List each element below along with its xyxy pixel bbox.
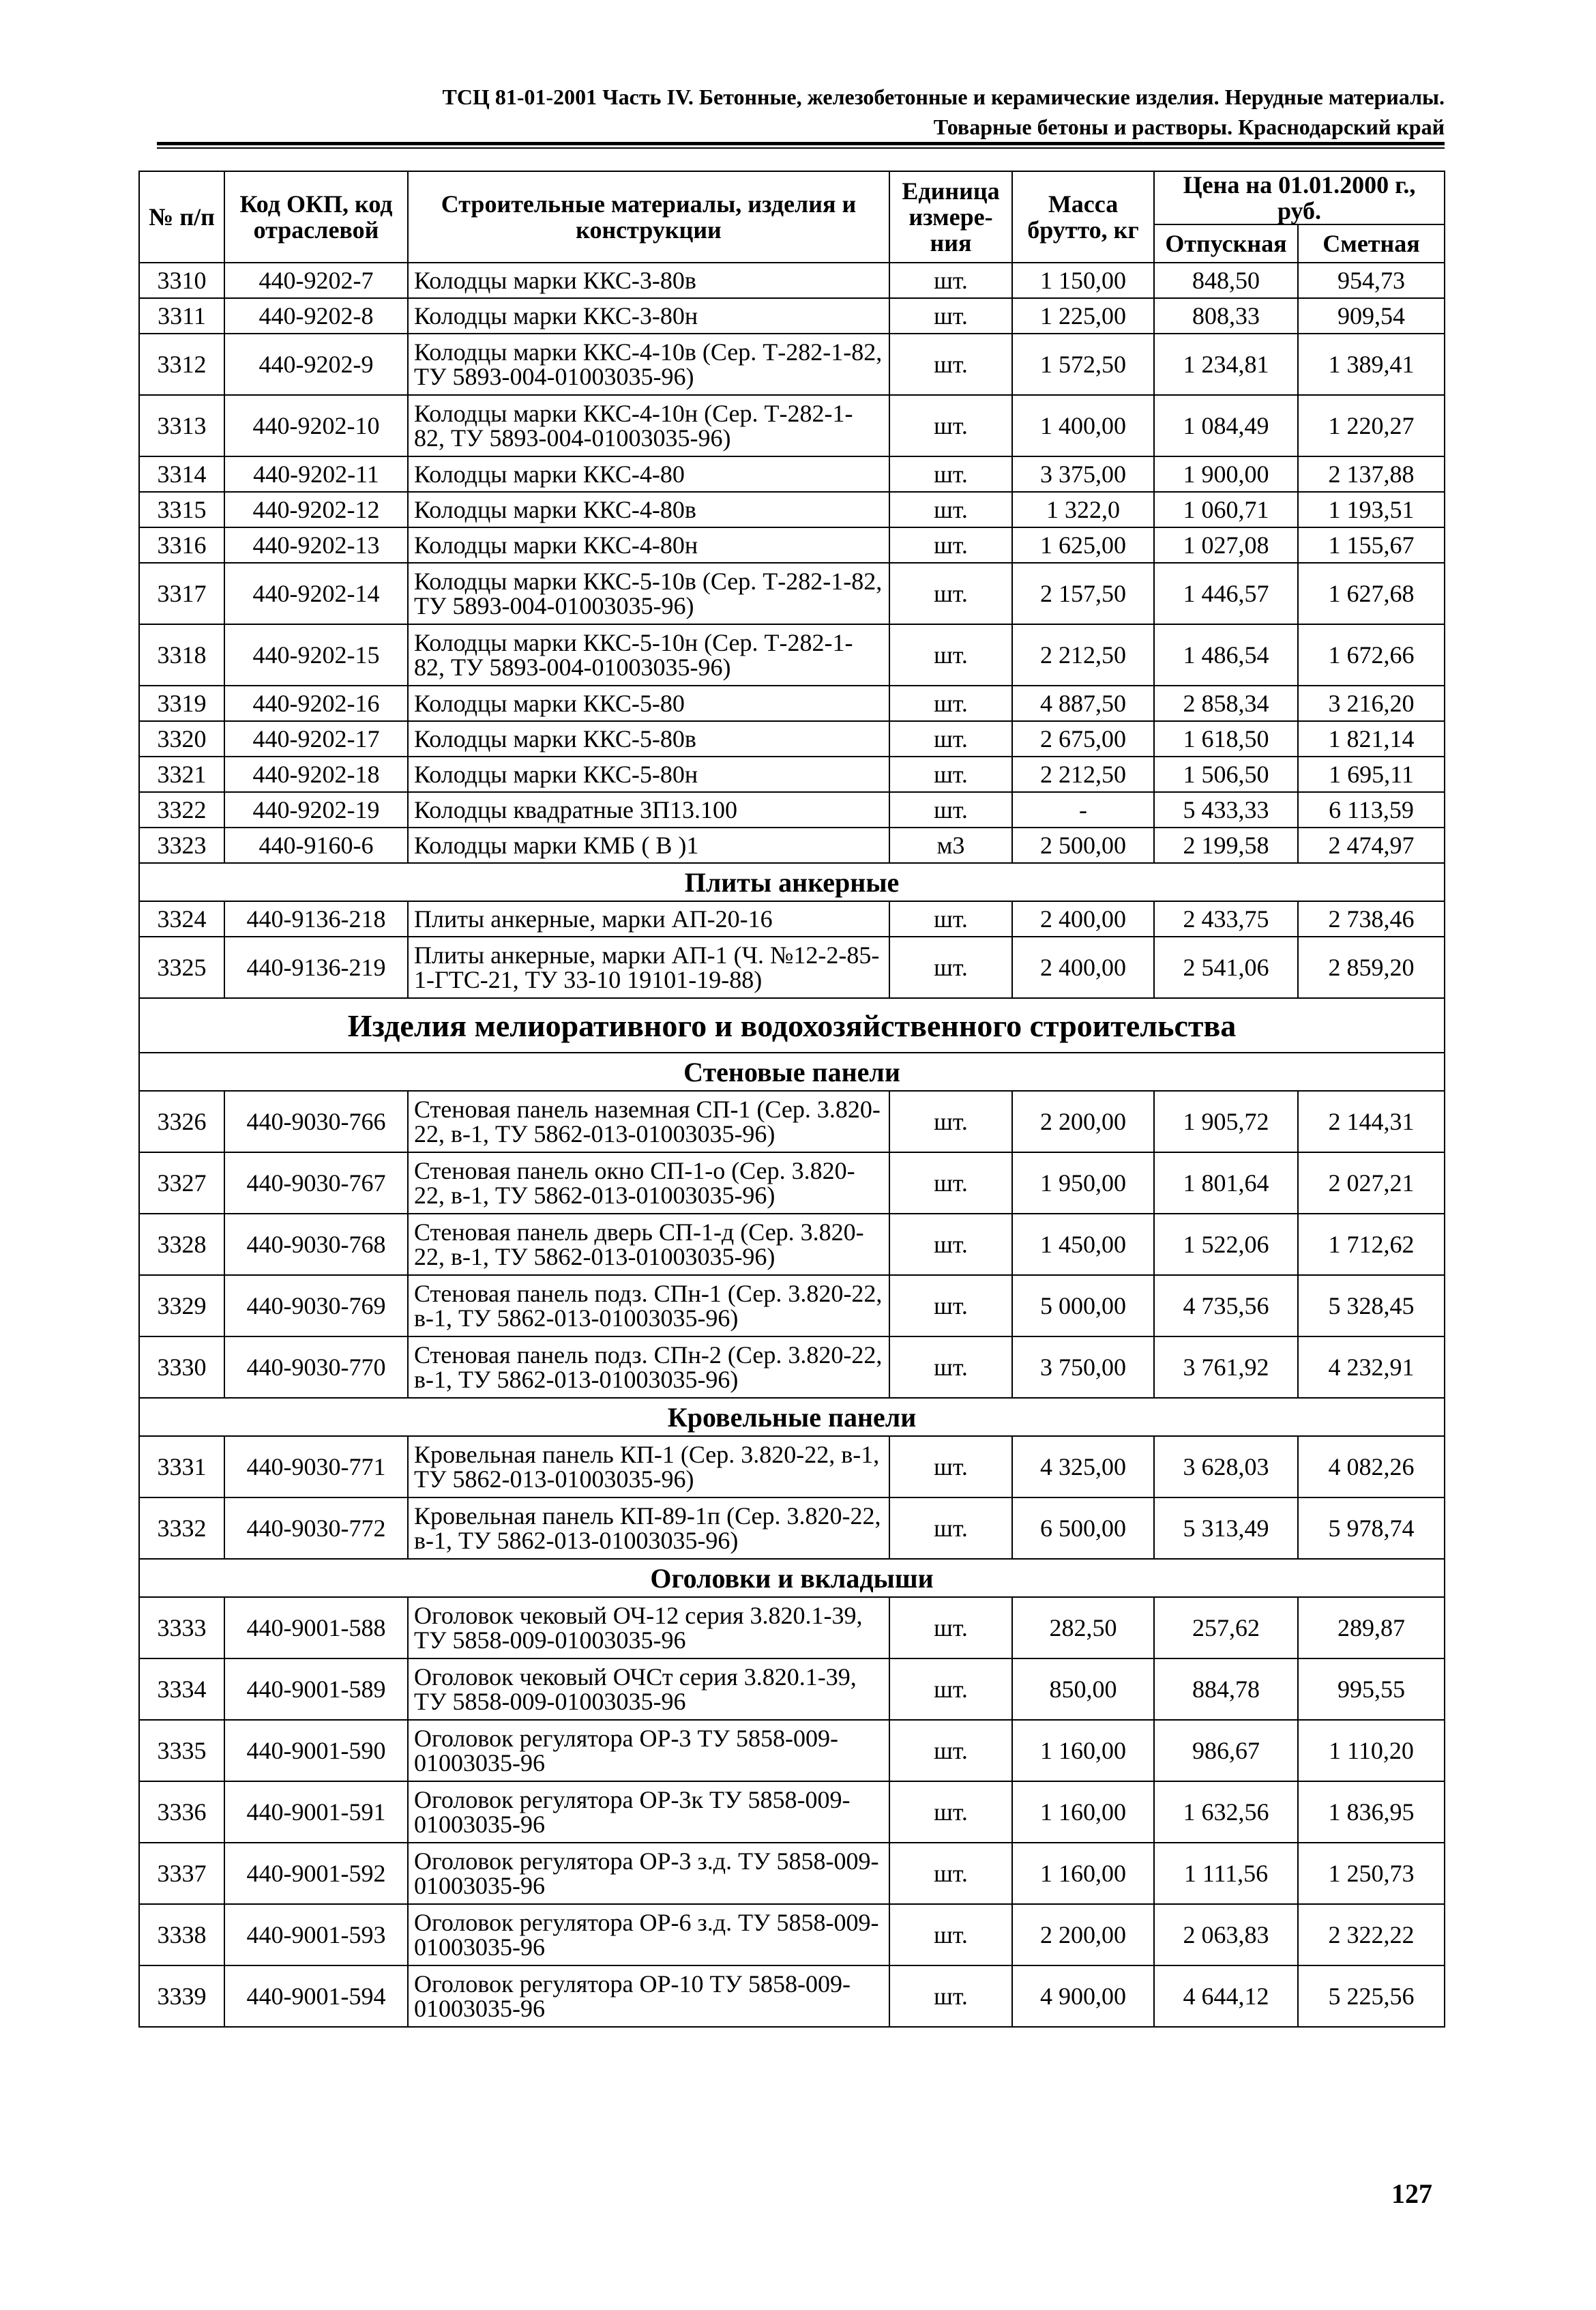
unit-of-measure: шт.: [889, 792, 1012, 828]
okp-code: 440-9001-591: [224, 1781, 408, 1843]
estimate-price: 6 113,59: [1298, 792, 1445, 828]
unit-of-measure: шт.: [889, 937, 1012, 998]
gross-mass: 2 212,50: [1012, 757, 1154, 792]
estimate-price: 1 821,14: [1298, 721, 1445, 757]
gross-mass: 2 675,00: [1012, 721, 1154, 757]
okp-code: 440-9202-15: [224, 624, 408, 686]
okp-code: 440-9001-590: [224, 1720, 408, 1781]
unit-of-measure: шт.: [889, 492, 1012, 527]
section-title: Кровельные панели: [139, 1398, 1445, 1436]
table-header: [139, 171, 1445, 263]
estimate-price: 4 232,91: [1298, 1336, 1445, 1398]
unit-of-measure: шт.: [889, 1214, 1012, 1275]
col-header-unit: Единица измере-ния: [889, 171, 1012, 263]
estimate-price: 2 144,31: [1298, 1091, 1445, 1152]
estimate-price: 1 110,20: [1298, 1720, 1445, 1781]
unit-of-measure: шт.: [889, 901, 1012, 937]
sale-price: 1 027,08: [1154, 527, 1298, 563]
okp-code: 440-9202-9: [224, 334, 408, 395]
sale-price: 1 084,49: [1154, 395, 1298, 456]
unit-of-measure: шт.: [889, 1336, 1012, 1398]
table-row: [139, 937, 1445, 998]
material-name: Кровельная панель КП-1 (Сер. 3.820-22, в-1, ТУ 5862-013-01003035-96): [408, 1436, 889, 1497]
gross-mass: 1 450,00: [1012, 1214, 1154, 1275]
section-header-row: [139, 998, 1445, 1053]
table-row: [139, 1597, 1445, 1658]
estimate-price: 1 155,67: [1298, 527, 1445, 563]
unit-of-measure: шт.: [889, 263, 1012, 298]
okp-code: 440-9030-768: [224, 1214, 408, 1275]
estimate-price: 954,73: [1298, 263, 1445, 298]
okp-code: 440-9202-18: [224, 757, 408, 792]
gross-mass: 4 900,00: [1012, 1965, 1154, 2027]
estimate-price: 5 225,56: [1298, 1965, 1445, 2027]
table-row: [139, 828, 1445, 863]
gross-mass: 850,00: [1012, 1658, 1154, 1720]
unit-of-measure: шт.: [889, 1497, 1012, 1559]
material-name: Колодцы марки ККС-5-80н: [408, 757, 889, 792]
col-header-price: Цена на 01.01.2000 г., руб.: [1154, 171, 1445, 224]
estimate-price: 2 738,46: [1298, 901, 1445, 937]
sale-price: 1 486,54: [1154, 624, 1298, 686]
material-name: Оголовок регулятора ОР-3 ТУ 5858-009-01003035-96: [408, 1720, 889, 1781]
estimate-price: 1 193,51: [1298, 492, 1445, 527]
material-name: Колодцы марки КМБ ( В )1: [408, 828, 889, 863]
table-row: [139, 624, 1445, 686]
table-row: [139, 1214, 1445, 1275]
gross-mass: 2 500,00: [1012, 828, 1154, 863]
okp-code: 440-9202-16: [224, 686, 408, 721]
okp-code: 440-9030-769: [224, 1275, 408, 1336]
sale-price: 5 433,33: [1154, 792, 1298, 828]
sale-price: 848,50: [1154, 263, 1298, 298]
sale-price: 808,33: [1154, 298, 1298, 334]
gross-mass: 2 400,00: [1012, 937, 1154, 998]
gross-mass: 282,50: [1012, 1597, 1154, 1658]
gross-mass: 1 625,00: [1012, 527, 1154, 563]
table-row: [139, 1275, 1445, 1336]
table-row: [139, 263, 1445, 298]
okp-code: 440-9001-593: [224, 1904, 408, 1965]
estimate-price: 1 695,11: [1298, 757, 1445, 792]
gross-mass: 2 400,00: [1012, 901, 1154, 937]
row-number: 3323: [139, 828, 224, 863]
sale-price: 1 632,56: [1154, 1781, 1298, 1843]
material-name: Колодцы марки ККС-3-80в: [408, 263, 889, 298]
material-name: Колодцы марки ККС-5-10в (Сер. Т-282-1-82, ТУ 5893-004-01003035-96): [408, 563, 889, 624]
material-name: Оголовок регулятора ОР-6 з.д. ТУ 5858-009-01003035-96: [408, 1904, 889, 1965]
estimate-price: 5 328,45: [1298, 1275, 1445, 1336]
sale-price: 2 063,83: [1154, 1904, 1298, 1965]
row-number: 3319: [139, 686, 224, 721]
estimate-price: 1 836,95: [1298, 1781, 1445, 1843]
row-number: 3332: [139, 1497, 224, 1559]
estimate-price: 5 978,74: [1298, 1497, 1445, 1559]
row-number: 3339: [139, 1965, 224, 2027]
estimate-price: 995,55: [1298, 1658, 1445, 1720]
section-header-row: [139, 1559, 1445, 1597]
price-table: [138, 171, 1445, 2028]
row-number: 3321: [139, 757, 224, 792]
okp-code: 440-9202-19: [224, 792, 408, 828]
unit-of-measure: шт.: [889, 1720, 1012, 1781]
gross-mass: 1 160,00: [1012, 1843, 1154, 1904]
estimate-price: 2 859,20: [1298, 937, 1445, 998]
sale-price: 884,78: [1154, 1658, 1298, 1720]
material-name: Колодцы марки ККС-4-10н (Сер. Т-282-1-82, ТУ 5893-004-01003035-96): [408, 395, 889, 456]
sale-price: 986,67: [1154, 1720, 1298, 1781]
sale-price: 2 199,58: [1154, 828, 1298, 863]
unit-of-measure: шт.: [889, 1658, 1012, 1720]
material-name: Колодцы марки ККС-5-10н (Сер. Т-282-1-82, ТУ 5893-004-01003035-96): [408, 624, 889, 686]
table-row: [139, 1720, 1445, 1781]
okp-code: 440-9030-767: [224, 1152, 408, 1214]
estimate-price: 1 712,62: [1298, 1214, 1445, 1275]
material-name: Колодцы квадратные 3П13.100: [408, 792, 889, 828]
gross-mass: 4 325,00: [1012, 1436, 1154, 1497]
unit-of-measure: м3: [889, 828, 1012, 863]
table-row: [139, 563, 1445, 624]
row-number: 3312: [139, 334, 224, 395]
row-number: 3333: [139, 1597, 224, 1658]
material-name: Плиты анкерные, марки АП-20-16: [408, 901, 889, 937]
table-row: [139, 721, 1445, 757]
gross-mass: 1 160,00: [1012, 1781, 1154, 1843]
sale-price: 2 858,34: [1154, 686, 1298, 721]
table-row: [139, 1497, 1445, 1559]
okp-code: 440-9136-219: [224, 937, 408, 998]
header-line-2: Товарные бетоны и растворы. Краснодарский край: [933, 115, 1445, 139]
unit-of-measure: шт.: [889, 1152, 1012, 1214]
estimate-price: 1 627,68: [1298, 563, 1445, 624]
material-name: Стеновая панель подз. СПн-2 (Сер. 3.820-22, в-1, ТУ 5862-013-01003035-96): [408, 1336, 889, 1398]
sale-price: 3 628,03: [1154, 1436, 1298, 1497]
okp-code: 440-9202-17: [224, 721, 408, 757]
row-number: 3337: [139, 1843, 224, 1904]
row-number: 3330: [139, 1336, 224, 1398]
okp-code: 440-9202-10: [224, 395, 408, 456]
material-name: Стеновая панель подз. СПн-1 (Сер. 3.820-22, в-1, ТУ 5862-013-01003035-96): [408, 1275, 889, 1336]
table-body: [139, 263, 1445, 2027]
gross-mass: 3 750,00: [1012, 1336, 1154, 1398]
sale-price: 2 541,06: [1154, 937, 1298, 998]
okp-code: 440-9001-588: [224, 1597, 408, 1658]
row-number: 3329: [139, 1275, 224, 1336]
material-name: Оголовок регулятора ОР-10 ТУ 5858-009-01003035-96: [408, 1965, 889, 2027]
gross-mass: 1 950,00: [1012, 1152, 1154, 1214]
unit-of-measure: шт.: [889, 395, 1012, 456]
row-number: 3315: [139, 492, 224, 527]
okp-code: 440-9136-218: [224, 901, 408, 937]
okp-code: 440-9202-8: [224, 298, 408, 334]
estimate-price: 2 322,22: [1298, 1904, 1445, 1965]
section-title: Оголовки и вкладыши: [139, 1559, 1445, 1597]
sale-price: 1 111,56: [1154, 1843, 1298, 1904]
section-header-row: [139, 863, 1445, 901]
material-name: Стеновая панель наземная СП-1 (Сер. 3.820-22, в-1, ТУ 5862-013-01003035-96): [408, 1091, 889, 1152]
material-name: Колодцы марки ККС-5-80в: [408, 721, 889, 757]
table-row: [139, 1658, 1445, 1720]
okp-code: 440-9202-7: [224, 263, 408, 298]
sale-price: 1 506,50: [1154, 757, 1298, 792]
material-name: Плиты анкерные, марки АП-1 (Ч. №12-2-85-1-ГТС-21, ТУ 33-10 19101-19-88): [408, 937, 889, 998]
okp-code: 440-9001-592: [224, 1843, 408, 1904]
material-name: Оголовок регулятора ОР-3к ТУ 5858-009-01003035-96: [408, 1781, 889, 1843]
row-number: 3326: [139, 1091, 224, 1152]
material-name: Стеновая панель дверь СП-1-д (Сер. 3.820-22, в-1, ТУ 5862-013-01003035-96): [408, 1214, 889, 1275]
table-row: [139, 527, 1445, 563]
table-row: [139, 1091, 1445, 1152]
material-name: Оголовок чековый ОЧ-12 серия 3.820.1-39, ТУ 5858-009-01003035-96: [408, 1597, 889, 1658]
section-title: Стеновые панели: [139, 1053, 1445, 1091]
table-row: [139, 492, 1445, 527]
row-number: 3311: [139, 298, 224, 334]
unit-of-measure: шт.: [889, 334, 1012, 395]
row-number: 3336: [139, 1781, 224, 1843]
table-row: [139, 792, 1445, 828]
gross-mass: 1 572,50: [1012, 334, 1154, 395]
row-number: 3328: [139, 1214, 224, 1275]
section-header-row: [139, 1053, 1445, 1091]
table-row: [139, 1904, 1445, 1965]
table-row: [139, 1843, 1445, 1904]
estimate-price: 289,87: [1298, 1597, 1445, 1658]
unit-of-measure: шт.: [889, 1597, 1012, 1658]
sale-price: 1 446,57: [1154, 563, 1298, 624]
okp-code: 440-9030-772: [224, 1497, 408, 1559]
row-number: 3320: [139, 721, 224, 757]
header-rule-thin: [157, 147, 1445, 149]
table-row: [139, 1336, 1445, 1398]
gross-mass: 5 000,00: [1012, 1275, 1154, 1336]
estimate-price: 2 137,88: [1298, 456, 1445, 492]
sale-price: 3 761,92: [1154, 1336, 1298, 1398]
gross-mass: 2 157,50: [1012, 563, 1154, 624]
gross-mass: 1 160,00: [1012, 1720, 1154, 1781]
header-rule: [157, 142, 1445, 145]
row-number: 3314: [139, 456, 224, 492]
row-number: 3335: [139, 1720, 224, 1781]
estimate-price: 909,54: [1298, 298, 1445, 334]
table-row: [139, 757, 1445, 792]
row-number: 3310: [139, 263, 224, 298]
okp-code: 440-9001-589: [224, 1658, 408, 1720]
okp-code: 440-9160-6: [224, 828, 408, 863]
header-line-1: ТСЦ 81-01-2001 Часть IV. Бетонные, железобетонные и керамические изделия. Нерудные материалы.: [442, 85, 1445, 109]
row-number: 3318: [139, 624, 224, 686]
table-row: [139, 1152, 1445, 1214]
sale-price: 2 433,75: [1154, 901, 1298, 937]
unit-of-measure: шт.: [889, 624, 1012, 686]
material-name: Колодцы марки ККС-5-80: [408, 686, 889, 721]
section-header-row: [139, 1398, 1445, 1436]
gross-mass: 2 200,00: [1012, 1904, 1154, 1965]
row-number: 3313: [139, 395, 224, 456]
gross-mass: 6 500,00: [1012, 1497, 1154, 1559]
unit-of-measure: шт.: [889, 298, 1012, 334]
okp-code: 440-9001-594: [224, 1965, 408, 2027]
gross-mass: 1 400,00: [1012, 395, 1154, 456]
estimate-price: 2 027,21: [1298, 1152, 1445, 1214]
col-header-name: Строительные материалы, изделия и конструкции: [408, 171, 889, 263]
section-title: Изделия мелиоративного и водохозяйственного строительства: [139, 998, 1445, 1053]
row-number: 3324: [139, 901, 224, 937]
table-row: [139, 334, 1445, 395]
table-row: [139, 1781, 1445, 1843]
sale-price: 1 900,00: [1154, 456, 1298, 492]
table-row: [139, 1436, 1445, 1497]
unit-of-measure: шт.: [889, 1275, 1012, 1336]
okp-code: 440-9202-14: [224, 563, 408, 624]
unit-of-measure: шт.: [889, 686, 1012, 721]
gross-mass: -: [1012, 792, 1154, 828]
gross-mass: 4 887,50: [1012, 686, 1154, 721]
okp-code: 440-9202-13: [224, 527, 408, 563]
estimate-price: 1 672,66: [1298, 624, 1445, 686]
col-header-num: № п/п: [139, 171, 224, 263]
material-name: Оголовок регулятора ОР-3 з.д. ТУ 5858-009-01003035-96: [408, 1843, 889, 1904]
unit-of-measure: шт.: [889, 456, 1012, 492]
unit-of-measure: шт.: [889, 527, 1012, 563]
row-number: 3316: [139, 527, 224, 563]
gross-mass: 3 375,00: [1012, 456, 1154, 492]
unit-of-measure: шт.: [889, 1781, 1012, 1843]
table-row: [139, 456, 1445, 492]
gross-mass: 1 150,00: [1012, 263, 1154, 298]
row-number: 3322: [139, 792, 224, 828]
material-name: Оголовок чековый ОЧСт серия 3.820.1-39, ТУ 5858-009-01003035-96: [408, 1658, 889, 1720]
section-title: Плиты анкерные: [139, 863, 1445, 901]
material-name: Колодцы марки ККС-4-10в (Сер. Т-282-1-82, ТУ 5893-004-01003035-96): [408, 334, 889, 395]
unit-of-measure: шт.: [889, 563, 1012, 624]
estimate-price: 3 216,20: [1298, 686, 1445, 721]
row-number: 3331: [139, 1436, 224, 1497]
estimate-price: 1 250,73: [1298, 1843, 1445, 1904]
okp-code: 440-9030-766: [224, 1091, 408, 1152]
sale-price: 1 522,06: [1154, 1214, 1298, 1275]
okp-code: 440-9202-12: [224, 492, 408, 527]
material-name: Колодцы марки ККС-4-80: [408, 456, 889, 492]
material-name: Кровельная панель КП-89-1п (Сер. 3.820-22, в-1, ТУ 5862-013-01003035-96): [408, 1497, 889, 1559]
estimate-price: 2 474,97: [1298, 828, 1445, 863]
gross-mass: 1 322,0: [1012, 492, 1154, 527]
sale-price: 4 735,56: [1154, 1275, 1298, 1336]
sale-price: 5 313,49: [1154, 1497, 1298, 1559]
page-header: [157, 82, 1445, 142]
material-name: Колодцы марки ККС-3-80н: [408, 298, 889, 334]
row-number: 3325: [139, 937, 224, 998]
gross-mass: 2 200,00: [1012, 1091, 1154, 1152]
table-row: [139, 395, 1445, 456]
row-number: 3317: [139, 563, 224, 624]
sale-price: 4 644,12: [1154, 1965, 1298, 2027]
row-number: 3327: [139, 1152, 224, 1214]
estimate-price: 1 389,41: [1298, 334, 1445, 395]
unit-of-measure: шт.: [889, 757, 1012, 792]
gross-mass: 1 225,00: [1012, 298, 1154, 334]
material-name: Колодцы марки ККС-4-80в: [408, 492, 889, 527]
unit-of-measure: шт.: [889, 1843, 1012, 1904]
row-number: 3338: [139, 1904, 224, 1965]
unit-of-measure: шт.: [889, 721, 1012, 757]
unit-of-measure: шт.: [889, 1904, 1012, 1965]
unit-of-measure: шт.: [889, 1965, 1012, 2027]
col-header-code: Код ОКП, код отраслевой: [224, 171, 408, 263]
sale-price: 1 234,81: [1154, 334, 1298, 395]
unit-of-measure: шт.: [889, 1436, 1012, 1497]
col-header-price-estimate: Сметная: [1298, 224, 1445, 263]
material-name: Стеновая панель окно СП-1-о (Сер. 3.820-22, в-1, ТУ 5862-013-01003035-96): [408, 1152, 889, 1214]
material-name: Колодцы марки ККС-4-80н: [408, 527, 889, 563]
col-header-mass: Масса брутто, кг: [1012, 171, 1154, 263]
col-header-price-sale: Отпускная: [1154, 224, 1298, 263]
unit-of-measure: шт.: [889, 1091, 1012, 1152]
estimate-price: 1 220,27: [1298, 395, 1445, 456]
table-row: [139, 686, 1445, 721]
gross-mass: 2 212,50: [1012, 624, 1154, 686]
table-row: [139, 298, 1445, 334]
table-row: [139, 1965, 1445, 2027]
sale-price: 1 618,50: [1154, 721, 1298, 757]
table-row: [139, 901, 1445, 937]
sale-price: 1 905,72: [1154, 1091, 1298, 1152]
okp-code: 440-9030-771: [224, 1436, 408, 1497]
sale-price: 257,62: [1154, 1597, 1298, 1658]
okp-code: 440-9030-770: [224, 1336, 408, 1398]
sale-price: 1 060,71: [1154, 492, 1298, 527]
page-number: 127: [1391, 2178, 1432, 2209]
okp-code: 440-9202-11: [224, 456, 408, 492]
sale-price: 1 801,64: [1154, 1152, 1298, 1214]
estimate-price: 4 082,26: [1298, 1436, 1445, 1497]
row-number: 3334: [139, 1658, 224, 1720]
